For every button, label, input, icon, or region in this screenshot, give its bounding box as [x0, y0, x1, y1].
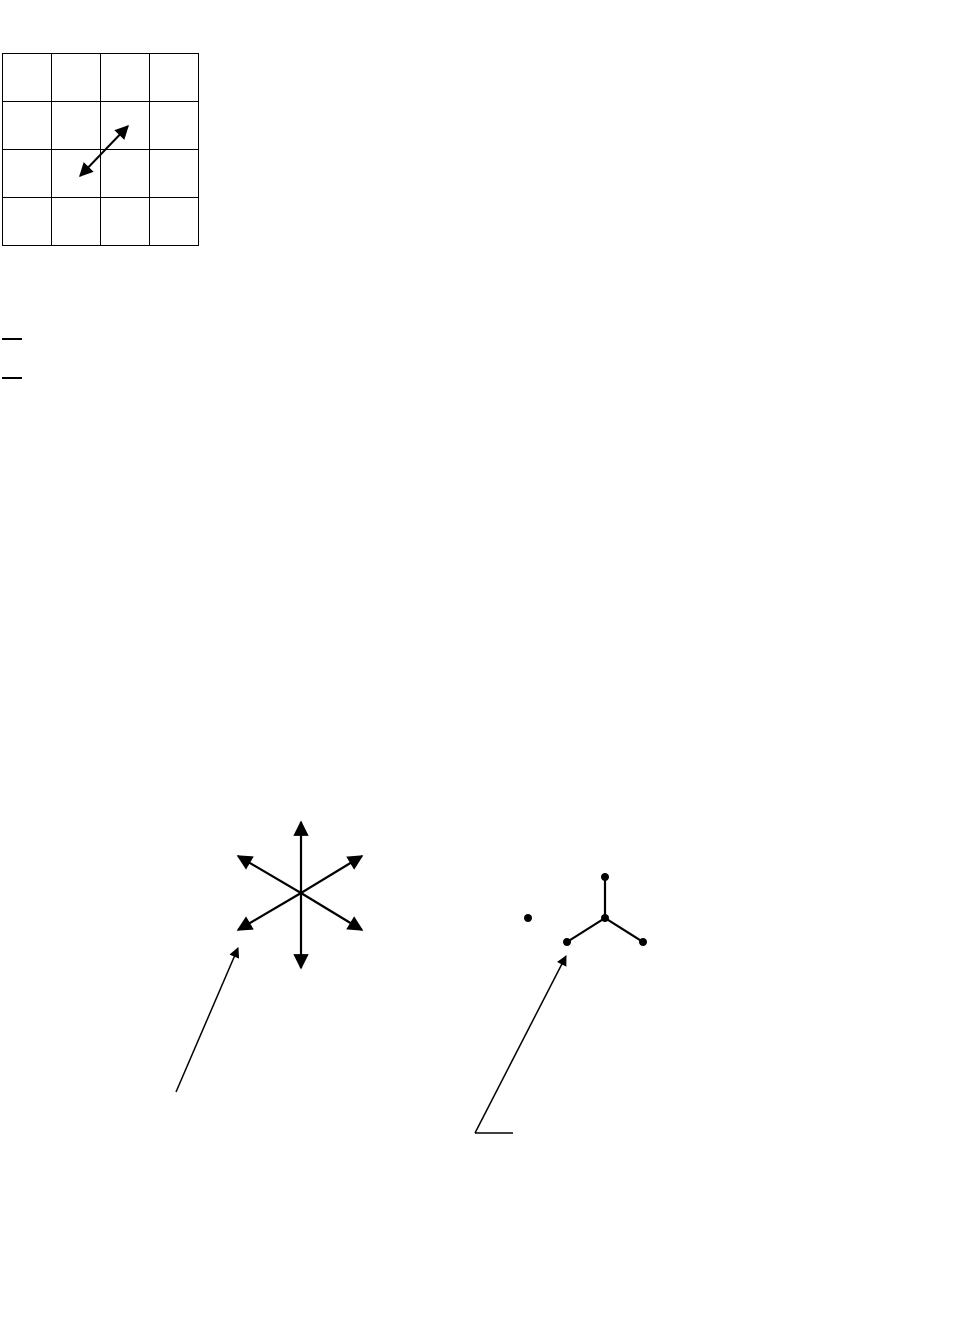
- nodes-pointer-arrow: [475, 956, 566, 1133]
- six-neighbour-arrows: [238, 822, 362, 968]
- cells-pointer-arrow: [176, 948, 238, 1092]
- grid-diagonal-arrow: [80, 126, 128, 176]
- three-neighbour-edges: [567, 877, 643, 942]
- node-dots: [524, 873, 647, 946]
